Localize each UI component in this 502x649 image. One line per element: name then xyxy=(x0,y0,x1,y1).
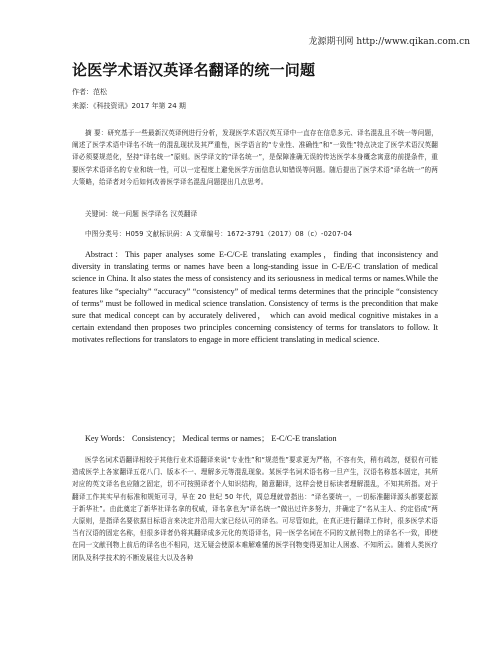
site-watermark[interactable]: 龙源期刊网 http://www.qikan.com.cn xyxy=(308,37,470,47)
english-abstract: Abstract：This paper analyses some E-C/C-E translating examples，finding that inconsistency and diversity in translating terms or names have been a long-standing issue in C-E/E-C translation of medical science in China. It also states the mess of consistency and its seriousness in medical terms or names.While the features like “specialty” “accuracy” “consistency” of medical terms determines that the principle “consistency of terms” must be followed in medical science translation. Consistency of terms is the precondition that make sure that medical concept can by accurately delivered， which can avoid medical cognitive mistakes in a certain extendand then proposes two principles concerning consistency of terms for translators to follow. It motivates reflections for translators to engage in more efficient translating in medical science. xyxy=(72,250,438,345)
author-line: 作者：范松 xyxy=(72,88,107,96)
article-title: 论医学术语汉英译名翻译的统一问题 xyxy=(72,61,316,79)
chinese-keywords: 关键词：统一问题 医学译名 汉英翻译 xyxy=(85,210,198,218)
english-keywords: Key Words： Consistency； Medical terms or names； E-C/C-E translation xyxy=(85,434,337,443)
source-line: 来源：《科技资讯》2017 年第 24 期 xyxy=(72,102,186,110)
chinese-abstract: 摘 要：研究基于一些最新汉英译例进行分析，发现医学术语汉英互译中一直存在信息多元、译名混乱且不统一等问题，阐述了医学术语中译名不统一的混乱现状及其严重性，医学语言的“专业性、准确性”和“一致性”特点决定了医学术语汉英翻译必须要规范化，坚持“译名统一”原则。医学译文的“译名统一”，是保障准确无误的传达医学本身概念寓意的前提条件，重要医学术语译名的专业和统一性，可以一定程度上避免医学方面信息认知错误等问题。随后提出了医学术语“译名统一”的两大策略，给译者对今后如何改善医学译名混乱问题提出几点思考。 xyxy=(72,129,438,186)
classification-line: 中图分类号：H059 文献标识码：A 文章编号：1672-3791（2017）08（c）-0207-04 xyxy=(85,230,353,238)
body-paragraph: 医学名词术语翻译相较于其他行业术语翻译来说“专业性”和“规范性”要求更为严格，不容有失，稍有疏忽，便很有可能造成医学上各家翻译五花八门、版本不一、理解多元等混乱现象。某医学名词术语名称一旦产生，汉语名称基本固定，其所对应的英文译名也应随之固定，切不可按照译者个人知识结构，随意翻译，这样会使目标读者理解混乱，不知其所指。对于翻译工作其实早有标准和规矩可寻，早在 20 世纪 50 年代，周总理就曾指出：“译名要统一，一切标准翻译源头都要起源于新华社”。由此奠定了新华社译名拿的权威，译名拿也为“译名统一”做出过许多努力，并确定了“名从主人、约定俗成”两大原则，是指译名要依据目标语言来决定并沿用大家已经认可的译名。可尽管如此，在真正进行翻译工作时，很多医学术语当有汉语的固定名称，但很多译者仍将其翻译成多元化的英语译名，同一医学名词在不同的文献刊物上的译名不一致，即使在同一文献刊物上前后的译名也不相同，这无疑会使原本难解难懂的医学刊物变得更加让人困惑、不知所云。随着人类医疗团队及科学技术的不断发展往大以及各种 xyxy=(72,456,438,562)
